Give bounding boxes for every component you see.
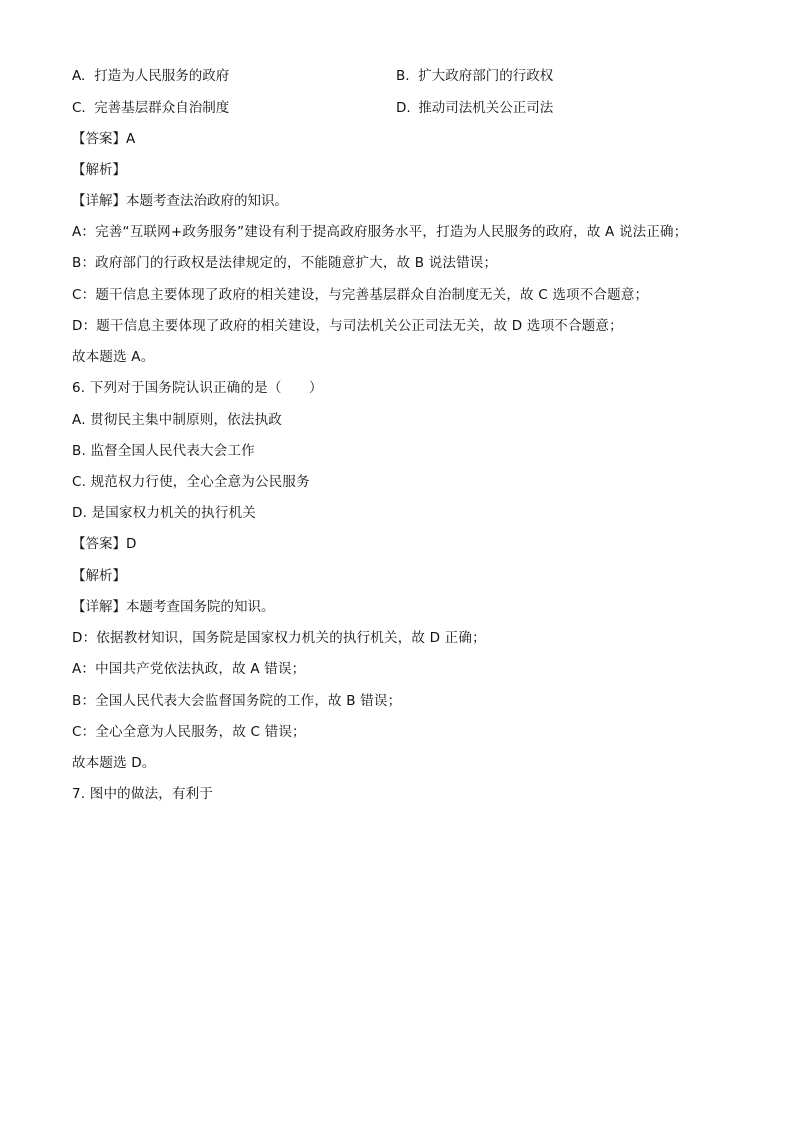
q5-option-b [396, 67, 553, 85]
q5-option-row-2 [72, 99, 722, 117]
q5-option-c-text: 完善基层群众自治制度 [94, 100, 230, 116]
q5-option-a-text: 打造为人民服务的政府 [94, 68, 230, 84]
q5-option-d-letter: D. [396, 100, 411, 116]
q6-analysis-heading: 【解析】 [72, 568, 126, 584]
q6-explanation-b: B：全国人民代表大会监督国务院的工作，故 B 错误； [72, 693, 402, 709]
q5-option-c-letter: C. [72, 100, 86, 116]
q5-explanation-d: D：题干信息主要体现了政府的相关建设，与司法机关公正司法无关，故 D 选项不合题意； [72, 318, 623, 334]
q6-explanation-c: C：全心全意为人民服务，故 C 错误； [72, 724, 306, 740]
q5-option-row-1 [72, 67, 722, 85]
q5-option-c [72, 99, 229, 117]
q7-stem: 7. 图中的做法，有利于 [72, 786, 214, 802]
q6-stem: 6. 下列对于国务院认识正确的是（ ） [72, 380, 323, 396]
q5-detail: 【详解】本题考查法治政府的知识。 [72, 193, 288, 209]
q6-option-d: D. 是国家权力机关的执行机关 [72, 505, 256, 521]
q6-detail: 【详解】本题考查国务院的知识。 [72, 599, 275, 615]
q5-option-d [396, 99, 553, 117]
q6-explanation-a: A：中国共产党依法执政，故 A 错误； [72, 661, 306, 677]
q5-answer: 【答案】A [72, 131, 136, 147]
q6-conclusion: 故本题选 D。 [72, 755, 156, 771]
q5-explanation-a: A：完善“互联网+政务服务”建设有利于提高政府服务水平，打造为人民服务的政府，故 A 说法正确； [72, 224, 688, 240]
q5-option-d-text: 推动司法机关公正司法 [418, 100, 554, 116]
q5-option-b-letter: B. [396, 68, 410, 84]
q6-option-b: B. 监督全国人民代表大会工作 [72, 443, 255, 459]
q6-answer: 【答案】D [72, 536, 137, 552]
q6-option-a: A. 贯彻民主集中制原则，依法执政 [72, 412, 282, 428]
q5-explanation-b: B：政府部门的行政权是法律规定的，不能随意扩大，故 B 说法错误； [72, 255, 498, 271]
q6-option-c: C. 规范权力行使，全心全意为公民服务 [72, 474, 310, 490]
q6-explanation-d: D：依据教材知识，国务院是国家权力机关的执行机关，故 D 正确； [72, 630, 486, 646]
q5-option-a [72, 67, 229, 85]
q5-option-a-letter: A. [72, 68, 86, 84]
q5-explanation-c: C：题干信息主要体现了政府的相关建设，与完善基层群众自治制度无关，故 C 选项不合题意； [72, 287, 649, 303]
q5-analysis-heading: 【解析】 [72, 162, 126, 178]
q5-conclusion: 故本题选 A。 [72, 349, 155, 365]
q5-option-b-text: 扩大政府部门的行政权 [418, 68, 554, 84]
